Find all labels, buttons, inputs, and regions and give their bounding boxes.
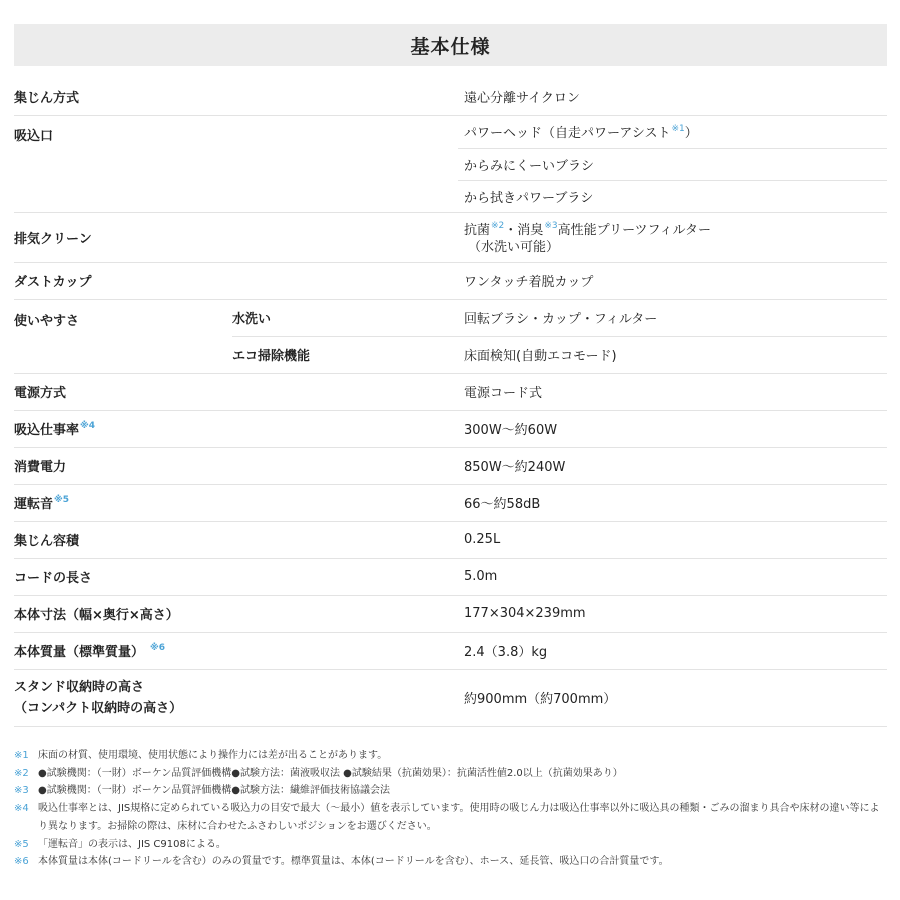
footnote: ※3 ●試験機関：（一財）ボーケン品質評価機構●試験方法：繊維評価技術協議会法 xyxy=(14,785,390,797)
section-title: 基本仕様 xyxy=(14,24,887,66)
spec-value: から拭きパワーブラシ xyxy=(458,180,887,212)
spec-row-mass xyxy=(14,632,887,669)
spec-label: 消費電力 xyxy=(14,447,232,484)
spec-value: 2.4（3.8）kg xyxy=(458,632,887,669)
spec-row-stand xyxy=(14,669,887,726)
spec-value: 5.0m xyxy=(458,558,887,595)
spec-value: 回転ブラシ・カップ・フィルター xyxy=(458,299,887,336)
spec-row-power-source xyxy=(14,373,887,410)
spec-sublabel: 水洗い xyxy=(232,299,458,336)
spec-row-cup xyxy=(14,262,887,299)
spec-label: 吸込仕事率$^{※4}$ xyxy=(14,410,232,447)
note-ref: ※3 xyxy=(544,221,558,231)
spec-value: パワーヘッド（自走パワーアシスト$^{※1}$） xyxy=(458,115,887,148)
spec-label: 本体質量（標準質量） $^{※6}$ xyxy=(14,632,458,669)
spec-label: 本体寸法（幅×奥行×高さ） xyxy=(14,595,458,632)
spec-row-exhaust xyxy=(14,212,887,262)
spec-label: 排気クリーン xyxy=(14,212,232,262)
spec-row-noise xyxy=(14,484,887,521)
note-ref: ※4 xyxy=(80,421,96,431)
spec-value: からみにくーいブラシ xyxy=(458,148,887,180)
spec-value: 66〜約58dB xyxy=(458,484,887,521)
note-ref: ※1 xyxy=(671,124,685,134)
spec-value: 0.25L xyxy=(458,521,887,558)
spec-row-capacity xyxy=(14,521,887,558)
spec-label: 電源方式 xyxy=(14,373,232,410)
footnotes xyxy=(14,747,887,871)
spec-label: ダストカップ xyxy=(14,262,232,299)
footnote: ※4 吸込仕事率とは、JIS規格に定められている吸込力の目安で最大（〜最小）値を表示しています。使用時の吸じん力は吸込仕事率以外に吸込具の種類・ごみの溜まり具合や床材の違い等により異なります。お掃除の際は、床材に合わせたふさわしいポジションをお選びください。 xyxy=(14,803,880,832)
spec-value: 電源コード式 xyxy=(458,373,887,410)
spec-row-consumption xyxy=(14,447,887,484)
spec-row-intake xyxy=(14,115,887,148)
spec-row-suction xyxy=(14,410,887,447)
spec-value: 抗菌$^{※2}$・消臭$^{※3}$高性能プリーツフィルター （水洗い可能） xyxy=(458,212,887,262)
spec-table xyxy=(14,78,887,727)
spec-value: ワンタッチ着脱カップ xyxy=(458,262,887,299)
spec-row-dust xyxy=(14,78,887,115)
note-ref: ※6 xyxy=(150,643,166,653)
spec-sublabel: エコ掃除機能 xyxy=(232,336,458,373)
spec-row-ease xyxy=(14,299,887,336)
spec-row-cord xyxy=(14,558,887,595)
spec-label: 吸込口 xyxy=(14,115,232,212)
spec-value: 177×304×239mm xyxy=(458,595,887,632)
footnote: ※5 「運転音」の表示は、JIS C9108による。 xyxy=(14,838,226,850)
spec-value: 遠心分離サイクロン xyxy=(458,78,887,115)
spec-value: 約900mm（約700mm） xyxy=(458,669,887,726)
spec-label: スタンド収納時の高さ （コンパクト収納時の高さ） xyxy=(14,669,458,726)
note-ref: ※2 xyxy=(491,221,505,231)
spec-value: 床面検知(自動エコモード) xyxy=(458,336,887,373)
footnote: ※2 ●試験機関：（一財）ボーケン品質評価機構●試験方法：菌液吸収法 ●試験結果（抗菌効果）：抗菌活性値2.0以上（抗菌効果あり） xyxy=(14,767,623,779)
note-ref: ※5 xyxy=(54,495,70,505)
footnote: ※6 本体質量は本体(コードリールを含む）のみの質量です。標準質量は、本体(コードリールを含む）、ホース、延長管、吸込口の合計質量です。 xyxy=(14,856,669,868)
spec-value: 300W〜約60W xyxy=(458,410,887,447)
spec-label: コードの長さ xyxy=(14,558,232,595)
spec-row-size xyxy=(14,595,887,632)
spec-value: 850W〜約240W xyxy=(458,447,887,484)
spec-label: 集じん方式 xyxy=(14,78,232,115)
spec-section xyxy=(14,24,887,727)
spec-label: 運転音$^{※5}$ xyxy=(14,484,232,521)
spec-label: 使いやすさ xyxy=(14,299,232,373)
footnote: ※1 床面の材質、使用環境、使用状態により操作力には差が出ることがあります。 xyxy=(14,750,388,761)
spec-label: 集じん容積 xyxy=(14,521,232,558)
